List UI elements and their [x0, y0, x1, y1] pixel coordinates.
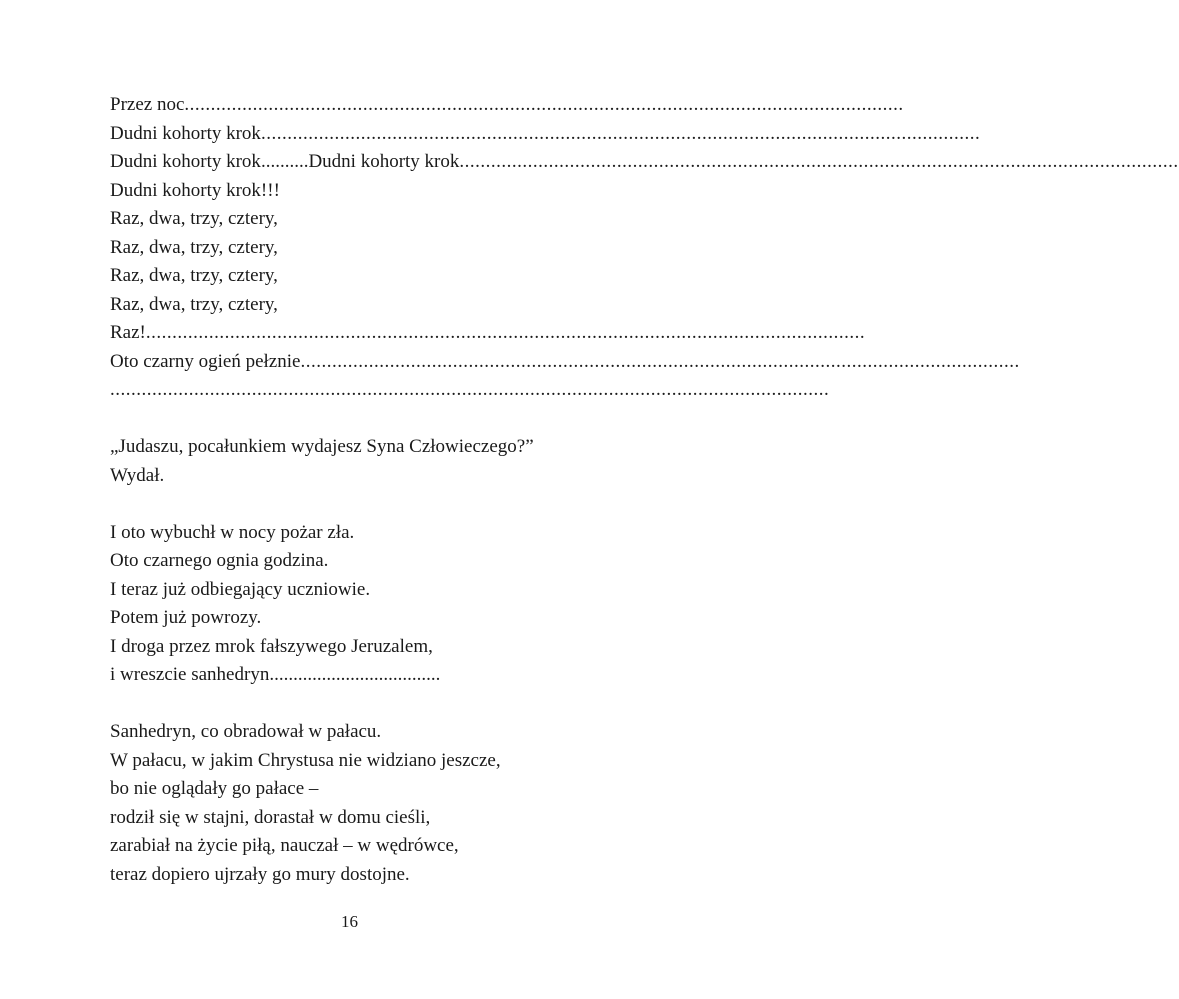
dot-leader: .........................................................................................................................................	[145, 322, 866, 343]
stanza-1	[110, 91, 1179, 405]
dot-leader: .........................................................................................................................................	[184, 94, 904, 115]
verse-line	[110, 120, 981, 149]
verse-text: Oto czarny ogień pełznie	[110, 350, 301, 372]
verse-text: i wreszcie sanhedryn	[110, 664, 270, 685]
stanza-break	[110, 490, 588, 519]
verse-line: Raz, dwa, trzy, cztery,	[110, 293, 278, 315]
page-number: 16	[341, 912, 358, 931]
verse-line	[110, 348, 1020, 377]
verse-line: Raz, dwa, trzy, cztery,	[110, 208, 278, 229]
dot-leader: ..........	[260, 151, 309, 172]
dot-leader: .........................................................................................................................................	[459, 151, 1179, 172]
verse-text: Dudni kohorty krok	[110, 151, 261, 172]
verse-line: teraz dopiero ujrzały go mury dostojne.	[110, 863, 410, 885]
dot-leader: ....................................	[269, 664, 441, 685]
verse-text: Raz!	[110, 322, 146, 343]
verse-line: zarabiał na życie piłą, nauczał – w wędrówce,	[110, 835, 459, 856]
verse-line: Dudni kohorty krok!!!	[110, 179, 280, 201]
dot-leader: .........................................................................................................................................	[300, 350, 1020, 372]
verse-line: Oto czarnego ognia godzina.	[110, 550, 329, 571]
verse-text: Dudni kohorty krok	[110, 122, 261, 144]
stanza-4	[110, 718, 588, 889]
verse-line	[110, 661, 588, 690]
verse-line	[110, 148, 1179, 177]
stanza-break	[110, 405, 588, 434]
verse-line: W pałacu, w jakim Chrystusa nie widziano jeszcze,	[110, 749, 501, 771]
verse-line: rodził się w stajni, dorastał w domu cieśli,	[110, 806, 431, 828]
stanza-break	[110, 690, 588, 719]
stanza-3	[110, 519, 588, 690]
verse-line: Raz, dwa, trzy, cztery,	[110, 265, 278, 286]
verse-line	[110, 376, 830, 405]
verse-line: Raz, dwa, trzy, cztery,	[110, 236, 278, 258]
verse-line: I teraz już odbiegający uczniowie.	[110, 578, 371, 600]
verse-text: Przez noc	[110, 94, 185, 115]
verse-line: „Judaszu, pocałunkiem wydajesz Syna Człowieczego?”	[110, 436, 534, 457]
verse-line: I droga przez mrok fałszywego Jeruzalem,	[110, 635, 433, 657]
dot-leader: .........................................................................................................................................	[110, 379, 830, 400]
stanza-2	[110, 433, 588, 490]
verse-line: Wydał.	[110, 464, 165, 486]
verse-line	[110, 91, 904, 120]
poem-text	[110, 91, 1179, 889]
verse-line: bo nie oglądały go pałace –	[110, 778, 319, 799]
verse-line	[110, 319, 866, 348]
verse-line: I oto wybuchł w nocy pożar zła.	[110, 521, 355, 543]
verse-text: Dudni kohorty krok	[308, 151, 460, 172]
verse-line: Sanhedryn, co obradował w pałacu.	[110, 721, 382, 742]
verse-line: Potem już powrozy.	[110, 607, 262, 628]
dot-leader: .........................................................................................................................................	[260, 122, 981, 144]
